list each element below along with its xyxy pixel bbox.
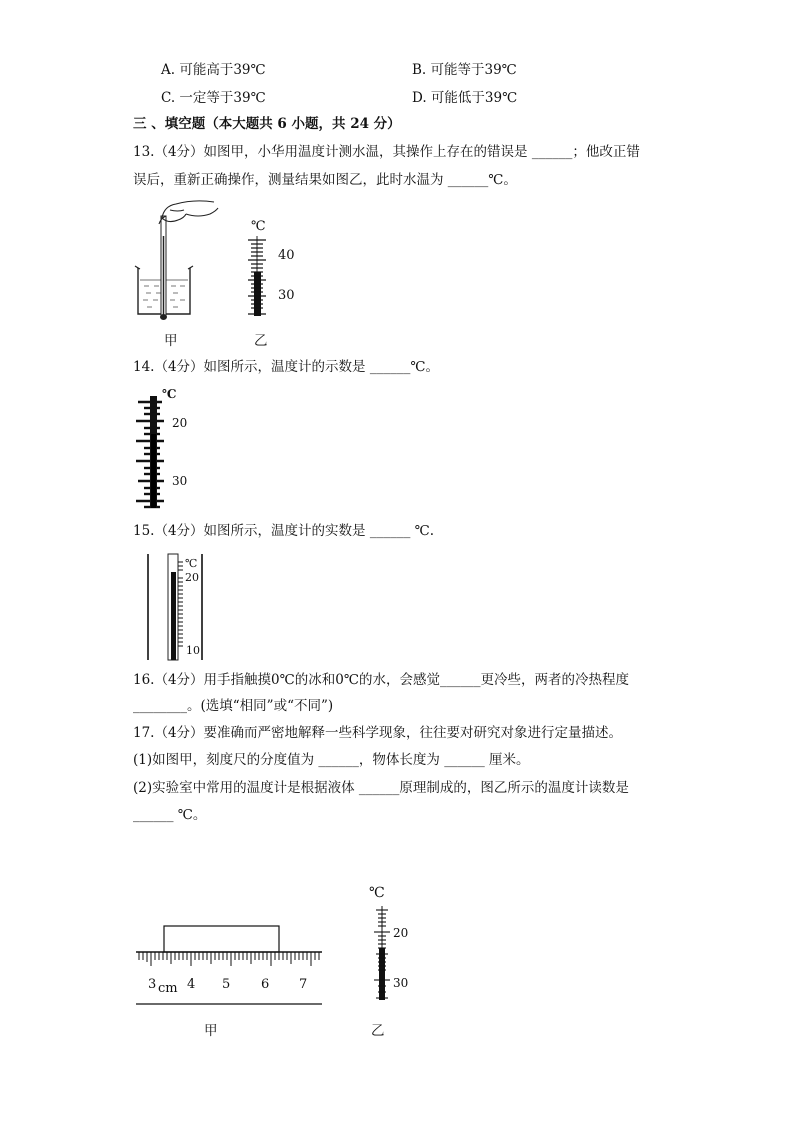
thermometer-q14: [136, 396, 164, 508]
q15-unit-label: ℃: [185, 557, 198, 570]
q13-line2: 误后，重新正确操作，测量结果如图乙，此时水温为 ______℃。: [133, 172, 517, 188]
q17-line3: (2)实验室中常用的温度计是根据液体 ______原理制成的，图乙所示的温度计读数是: [133, 780, 629, 796]
q17-ruler-figure: [130, 918, 330, 1008]
q13-figure-label-a: 甲: [164, 333, 178, 349]
ruler-label-3: 3: [148, 977, 157, 992]
q13-figure-label-b: 乙: [254, 333, 268, 349]
q13-tick-40: 40: [278, 248, 295, 263]
q17-line4: ______ ℃。: [133, 807, 207, 823]
ruler-label-6: 6: [261, 977, 270, 992]
ruler-label-4: 4: [187, 977, 196, 992]
q14-text: 14.（4分）如图所示，温度计的示数是 ______℃。: [133, 359, 439, 375]
thermometer-b: [248, 236, 266, 316]
dipped-thermometer: [160, 216, 167, 320]
option-a: A. 可能高于39℃: [161, 62, 266, 78]
q17-figure-label-a: 甲: [204, 1023, 218, 1039]
q15-tick-20: 20: [185, 571, 199, 584]
q17-thermometer-figure: [366, 882, 416, 1007]
hand-illustration: [159, 201, 218, 224]
q14-tick-30: 30: [172, 474, 188, 488]
q16-line2: ________。(选填“相同”或“不同”): [133, 698, 334, 714]
q14-figure: [132, 388, 202, 513]
q13-unit-label: ℃: [251, 219, 266, 234]
q17-unit-label: ℃: [369, 885, 385, 901]
q15-text: 15.（4分）如图所示，温度计的实数是 ______ ℃.: [133, 523, 435, 539]
q14-unit-label: ℃: [162, 387, 177, 401]
section-heading: 三 、填空题（本大题共 6 小题，共 24 分）: [133, 116, 401, 132]
q17-line2: (1)如图甲，刻度尺的分度值为 ______，物体长度为 ______ 厘米。: [133, 752, 530, 768]
q13-tick-30: 30: [278, 288, 295, 303]
q17-line1: 17.（4分）要准确而严密地解释一些科学现象，往往要对研究对象进行定量描述。: [133, 725, 623, 741]
option-d: D. 可能低于39℃: [412, 90, 518, 106]
q14-tick-20: 20: [172, 416, 188, 430]
ruler-label-7: 7: [299, 977, 308, 992]
ruler-label-5: 5: [222, 977, 231, 992]
q17-tick-30: 30: [393, 976, 409, 990]
option-b: B. 可能等于39℃: [412, 62, 517, 78]
measured-block: [164, 926, 279, 952]
q13-line1: 13.（4分）如图甲，小华用温度计测水温，其操作上存在的错误是 ______；他改正错: [133, 144, 640, 160]
q17-figure-label-b: 乙: [371, 1023, 385, 1039]
q13-figure: [128, 196, 318, 356]
thermometer-q17: [374, 906, 390, 1000]
ruler-label-cm: cm: [158, 981, 178, 996]
q16-line1: 16.（4分）用手指触摸0℃的冰和0℃的水，会感觉______更冷些，两者的冷热程度: [133, 672, 629, 688]
q15-tick-10: 10: [186, 644, 200, 657]
option-c: C. 一定等于39℃: [161, 90, 266, 106]
q15-figure: [140, 552, 210, 664]
q17-tick-20: 20: [393, 926, 409, 940]
